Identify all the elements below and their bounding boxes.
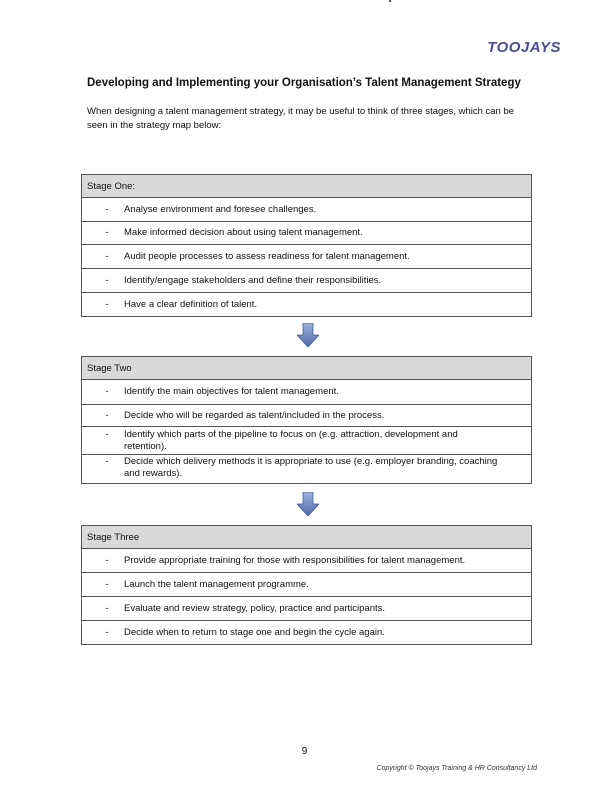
- bullet-dash: -: [105, 554, 109, 566]
- bullet-dash: -: [105, 409, 109, 421]
- list-item-text: Launch the talent management programme.: [124, 578, 309, 590]
- list-item-text: Make informed decision about using talent management.: [124, 227, 363, 238]
- list-item-text: Decide which delivery methods it is appropriate to use (e.g. employer branding, coaching and rewards).: [124, 456, 498, 479]
- list-item: [82, 427, 531, 455]
- list-item: [82, 405, 531, 427]
- list-item-text: Provide appropriate training for those with responsibilities for talent management.: [124, 554, 466, 566]
- intro-paragraph: When designing a talent management strategy, it may be useful to think of three stages, which can be seen in the strategy map below:: [87, 106, 515, 131]
- list-item: [82, 269, 531, 293]
- down-arrow-icon: [297, 492, 319, 516]
- bullet-dash: -: [105, 602, 109, 614]
- list-item: [82, 597, 531, 621]
- bullet-dash: -: [105, 429, 109, 440]
- list-item-text: Audit people processes to assess readiness for talent management.: [124, 250, 410, 262]
- bullet-dash: -: [105, 298, 109, 310]
- bullet-dash: -: [105, 274, 109, 286]
- list-item-text: Identify/engage stakeholders and define their responsibilities.: [124, 274, 382, 286]
- page-number: 9: [301, 746, 308, 757]
- list-item: [82, 549, 531, 573]
- stage-one-header: Stage One:: [82, 175, 531, 198]
- list-item: [82, 293, 531, 316]
- bullet-dash: -: [105, 386, 109, 397]
- bullet-dash: -: [105, 227, 109, 238]
- list-item: [82, 380, 531, 405]
- page-mark: [389, 0, 391, 2]
- bullet-dash: -: [105, 250, 109, 262]
- list-item: [82, 245, 531, 269]
- list-item-text: Identify which parts of the pipeline to focus on (e.g. attraction, development and retention).: [124, 429, 458, 452]
- down-arrow-icon: [297, 323, 319, 347]
- stage-three-table: [81, 525, 532, 645]
- list-item: [82, 573, 531, 597]
- list-item-text: Decide who will be regarded as talent/included in the process.: [124, 409, 385, 421]
- list-item-text: Have a clear definition of talent.: [124, 298, 258, 310]
- bullet-dash: -: [105, 456, 109, 467]
- stage-two-header: Stage Two: [82, 357, 531, 380]
- copyright-notice: Copyright © Toojays Training & HR Consultancy Ltd: [376, 765, 537, 772]
- stage-two-table: [81, 356, 532, 484]
- stage-three-header: Stage Three: [82, 526, 531, 549]
- company-logo: TOOJAYS: [487, 39, 561, 56]
- list-item-text: Identify the main objectives for talent management.: [124, 386, 339, 397]
- list-item: [82, 222, 531, 245]
- bullet-dash: -: [105, 578, 109, 590]
- bullet-dash: -: [105, 203, 109, 215]
- list-item-text: Decide when to return to stage one and begin the cycle again.: [124, 626, 385, 638]
- page-title: Developing and Implementing your Organisation’s Talent Management Strategy: [87, 77, 521, 89]
- list-item: [82, 455, 531, 483]
- list-item: [82, 198, 531, 222]
- list-item: [82, 621, 531, 644]
- list-item-text: Evaluate and review strategy, policy, practice and participants.: [124, 602, 386, 614]
- list-item-text: Analyse environment and foresee challenges.: [124, 203, 317, 215]
- stage-one-table: [81, 174, 532, 317]
- bullet-dash: -: [105, 626, 109, 638]
